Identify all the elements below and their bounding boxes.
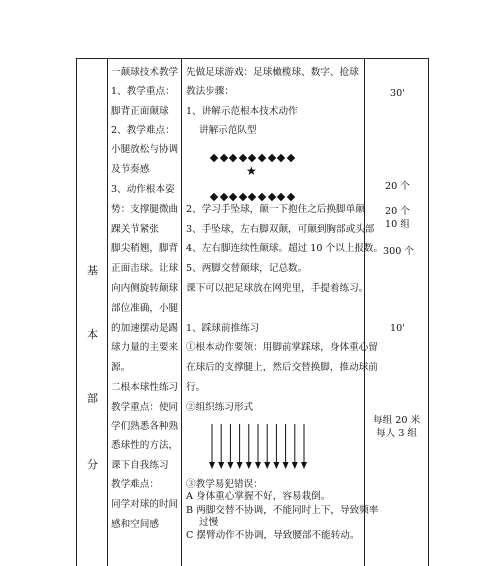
table-right-border [428, 58, 429, 566]
down-arrow-icon [255, 424, 261, 469]
time-value: 每组 20 米 [373, 415, 421, 426]
method-line: 球力量的主要来 [111, 342, 179, 353]
method-line: 学们熟悉各种熟 [111, 421, 179, 432]
method-line: 1、教学重点： [111, 86, 175, 97]
method-line: 脚背正面颠球 [111, 106, 169, 117]
content-line: 行。 [186, 382, 206, 393]
method-line: 势：支撑腿微曲 [111, 204, 179, 215]
player-diamond-icon [287, 193, 295, 201]
method-line: 正面击球。让球 [111, 263, 179, 274]
content-line: 1、踩球前推练习 [186, 323, 260, 334]
player-diamond-icon [229, 193, 237, 201]
column-divider-1 [107, 58, 108, 566]
time-value: 每人 3 组 [376, 428, 417, 439]
time-value: 20 个 [385, 206, 410, 217]
down-arrow-icon [246, 424, 252, 469]
player-diamond-icon [277, 193, 285, 201]
method-line: 源。 [111, 362, 131, 373]
player-diamond-icon [229, 154, 237, 162]
content-line: 教法步骤： [186, 86, 234, 97]
method-line: 脚尖稍翘，脚背 [111, 243, 179, 254]
player-diamond-icon [210, 154, 218, 162]
section-label-char: 基 [87, 264, 98, 277]
content-line: ①根本动作要领：用脚前掌踩球，身体重心留 [186, 342, 378, 353]
player-diamond-icon [248, 154, 256, 162]
method-line: 小腿放松与协调 [111, 144, 179, 155]
formation-diamonds-top [211, 146, 297, 156]
method-line: 部位准确，小腿 [111, 303, 179, 314]
method-line: 同学对球的时间 [111, 499, 179, 510]
method-line: 踝关节紧张 [111, 224, 159, 235]
method-line: 教学重点：使同 [111, 402, 179, 413]
content-line: 1、讲解示范根本技术动作 [186, 106, 298, 117]
down-arrow-icon [283, 424, 289, 469]
down-arrow-icon [237, 424, 243, 469]
player-diamond-icon [267, 193, 275, 201]
method-line: 课下自我练习 [111, 460, 169, 471]
method-line: 2、教学难点： [111, 125, 175, 136]
table-left-border [76, 58, 77, 566]
content-line: 先做足球游戏：足球橄榄球、数字、抢球 [186, 67, 359, 78]
player-diamond-icon [277, 154, 285, 162]
player-diamond-icon [248, 193, 256, 201]
down-arrow-icon [264, 424, 270, 469]
section-label-char: 部 [87, 392, 98, 405]
player-diamond-icon [219, 154, 227, 162]
time-value: 10 组 [385, 219, 410, 230]
time-value: 10' [390, 323, 405, 334]
content-line: 5、两脚交替颠球，记总数。 [186, 263, 308, 274]
player-diamond-icon [210, 193, 218, 201]
content-line: 4、左右脚连续性颠球。超过 10 个以上报数。 [186, 243, 384, 254]
time-value: 20 个 [385, 181, 410, 192]
down-arrow-icon [227, 424, 233, 469]
method-line: 3、动作根本姿 [111, 184, 175, 195]
player-diamond-icon [239, 154, 247, 162]
down-arrow-icon [218, 424, 224, 469]
formation-diamonds-bottom [211, 185, 297, 195]
down-arrow-icon [301, 424, 307, 469]
player-diamond-icon [219, 193, 227, 201]
content-line: C 摆臂动作不协调，导致腰部不能转动。 [186, 530, 360, 541]
method-line: 感和空间感 [111, 519, 159, 530]
player-diamond-icon [258, 154, 266, 162]
content-line: 过慢 [199, 517, 219, 528]
player-diamond-icon [287, 154, 295, 162]
method-line: 悉球性的方法， [111, 440, 179, 451]
section-label-char: 本 [87, 328, 98, 341]
method-line: 向内侧旋转颠球 [111, 283, 179, 294]
content-line: 3、手坠球，左右脚双颠，可颠到胸部或头部 [186, 224, 375, 235]
content-line: 讲解示范队型 [199, 125, 257, 136]
content-line: ③教学易犯错误： [186, 479, 263, 490]
time-value: 300 个 [383, 246, 414, 257]
column-divider-2 [181, 58, 182, 566]
content-line: A 身体重心掌握不好，容易栽倒。 [186, 491, 331, 502]
method-line: 一颠球技术教学 [111, 67, 179, 78]
content-line: ②组织练习形式 [186, 402, 254, 413]
down-arrow-icon [292, 424, 298, 469]
down-arrow-icon [209, 424, 215, 469]
star-icon: ★ [246, 164, 257, 178]
content-line: 2、学习手坠球，颠一下抱住之后换脚单颠 [186, 204, 365, 215]
content-line: 课下可以把足球放在网兜里，手提着练习。 [186, 283, 369, 294]
method-line: 及节奏感 [111, 164, 150, 175]
player-diamond-icon [267, 154, 275, 162]
down-arrow-icon [273, 424, 279, 469]
method-line: 二根本球性练习 [111, 382, 179, 393]
method-line: 教学难点： [111, 479, 159, 490]
content-line: 在球后的支撑腿上，然后交替换脚，推动球前 [186, 362, 378, 373]
column-divider-3 [364, 58, 365, 566]
time-value: 30' [390, 88, 405, 99]
content-line: B 两脚交替不协调，不能同时上下，导致频率 [186, 505, 379, 516]
player-diamond-icon [239, 193, 247, 201]
table-top-border [76, 58, 428, 59]
player-diamond-icon [258, 193, 266, 201]
method-line: 的加速摆动是踢 [111, 323, 179, 334]
section-label-char: 分 [87, 458, 98, 471]
drill-arrows-diagram [208, 423, 308, 470]
